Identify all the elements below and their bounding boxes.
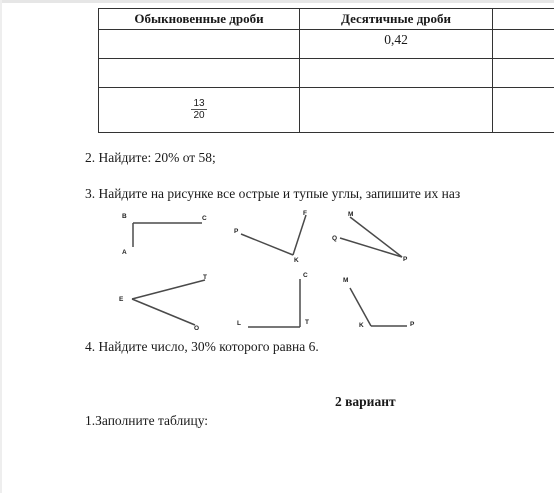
angle-label: O: [194, 325, 200, 332]
angle-label: T: [305, 319, 309, 326]
table-header-row: [99, 9, 554, 30]
angle-label: Q: [332, 235, 338, 242]
angle-label: C: [202, 215, 207, 222]
angle-label: E: [119, 296, 124, 303]
angle-label: M: [348, 211, 354, 218]
angle-label: B: [122, 213, 127, 220]
angle-label: K: [359, 322, 364, 329]
page-left-edge: [0, 0, 2, 493]
variant-heading: 2 вариант: [335, 394, 396, 409]
page-top-edge: [0, 0, 554, 3]
table-cell: 0,42: [300, 30, 493, 59]
task-3-text: 3. Найдите на рисунке все острые и тупые углы, запишите их наз: [85, 186, 461, 201]
angle-label: C: [303, 272, 308, 279]
table-cell: [99, 30, 300, 59]
angle-label: P: [234, 228, 239, 235]
angle-label: P: [410, 321, 415, 328]
angle-ray: [132, 280, 205, 299]
fraction-numerator: 13: [193, 98, 205, 109]
angle-ray: [241, 234, 293, 255]
table-row: [99, 30, 554, 59]
table-cell: [493, 30, 554, 59]
angle-label: P: [403, 256, 408, 263]
angles-figure: [110, 205, 430, 335]
task-2-text: 2. Найдите: 20% от 58;: [85, 150, 216, 165]
table-row: [99, 59, 554, 88]
fractions-table: [98, 8, 554, 133]
fraction: [191, 98, 206, 121]
table-cell: [493, 59, 554, 88]
table-cell: [300, 59, 493, 88]
table-header-cell: Обыкновенные дроби: [99, 9, 300, 30]
angle-ray: [132, 299, 195, 325]
angle-label: K: [294, 257, 299, 264]
table-cell: [493, 88, 554, 133]
table-header-cell: Десятичные дроби: [300, 9, 493, 30]
table-row: [99, 88, 554, 133]
angle-ray: [340, 238, 402, 257]
table-cell: [99, 88, 300, 133]
angle-label: A: [122, 249, 127, 256]
angle-label: T: [203, 274, 207, 281]
table-header-cell: [493, 9, 554, 30]
angle-ray: [350, 217, 402, 257]
angle-label: M: [343, 277, 349, 284]
table-cell: [300, 88, 493, 133]
task-1-v2-text: 1.Заполните таблицу:: [85, 413, 209, 428]
angle-ray: [293, 215, 306, 255]
fraction-denominator: 20: [193, 110, 205, 121]
task-4-text: 4. Найдите число, 30% которого равна 6.: [85, 339, 319, 354]
angle-label: F: [303, 210, 307, 217]
table-cell: [99, 59, 300, 88]
angle-label: L: [237, 320, 241, 327]
angle-ray: [350, 288, 371, 326]
